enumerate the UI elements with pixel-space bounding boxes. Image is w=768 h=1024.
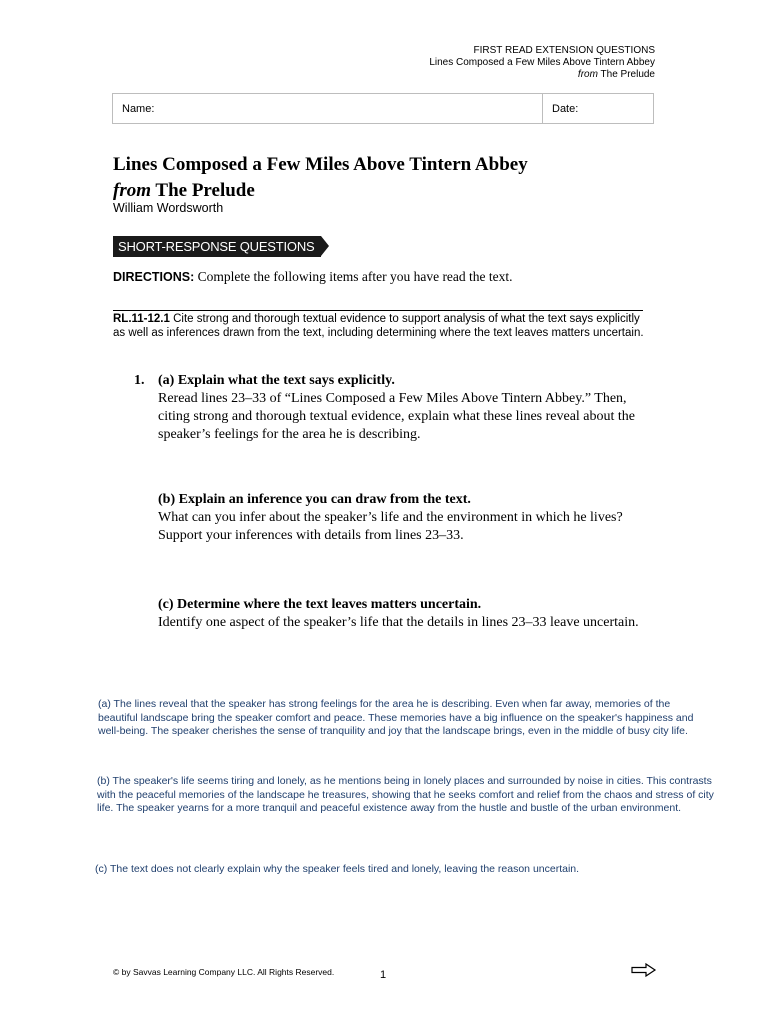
name-label: Name: xyxy=(122,102,155,115)
date-label: Date: xyxy=(552,102,579,115)
header-subtitle-italic: from xyxy=(577,69,598,80)
standard-code: RL.11-12.1 xyxy=(113,313,170,325)
name-field[interactable] xyxy=(113,94,543,123)
part-a-heading: (a) Explain what the text says explicitly. xyxy=(158,373,395,388)
arrow-right-icon[interactable] xyxy=(631,962,657,983)
answer-a[interactable]: (a) The lines reveal that the speaker has strong feelings for the area he is describing. Even when far away, memories of the beautiful landscape bring the speaker comfort and peace. These memories have a big influence on the speaker's happiness and well-being. The speaker cherishes the sense of tranquility and joy that the landscape brings, even in the middle of busy city life. xyxy=(98,698,694,737)
part-b-body: What can you infer about the speaker’s life and the environment in which he lives? Support your inferences with details from lines 23–33. xyxy=(158,510,623,543)
arrow-right-icon-svg xyxy=(631,962,657,978)
question-part-a xyxy=(158,372,658,444)
section-banner-label: SHORT-RESPONSE QUESTIONS xyxy=(113,236,321,257)
divider-rule xyxy=(113,310,643,311)
page-number: 1 xyxy=(380,969,387,981)
date-field[interactable] xyxy=(543,94,653,123)
answer-b[interactable]: (b) The speaker's life seems tiring and lonely, as he mentions being in lonely places and surrounded by noise in cities. This contrasts with the peaceful memories of the landscape he treasures, showing that he seeks comfort and relief from the chaos and stress of city life. The speaker yearns for a more tranquil and peaceful existence away from the hustle and bustle of the urban environment. xyxy=(97,775,714,814)
document-title xyxy=(113,152,528,204)
title-italic-from: from xyxy=(113,180,151,201)
part-a-body: Reread lines 23–33 of “Lines Composed a Few Miles Above Tintern Abbey.” Then, citing strong and thorough textual evidence, explain what these lines reveal about the speaker’s feelings for the area he is describing. xyxy=(158,391,636,442)
answer-c[interactable]: (c) The text does not clearly explain why the speaker feels tired and lonely, leaving the reason uncertain. xyxy=(95,863,580,875)
question-number: 1. xyxy=(134,373,145,388)
question-part-c xyxy=(158,596,658,632)
copyright-notice: © by Savvas Learning Company LLC. All Rights Reserved. xyxy=(113,967,335,977)
part-c-body: Identify one aspect of the speaker’s life that the details in lines 23–33 leave uncertain. xyxy=(158,615,639,630)
directions-text: Complete the following items after you have read the text. xyxy=(194,269,513,284)
title-prelude: The Prelude xyxy=(151,180,255,201)
directions-label: DIRECTIONS: xyxy=(113,270,195,284)
part-b-heading: (b) Explain an inference you can draw from the text. xyxy=(158,492,471,507)
title-line-1: Lines Composed a Few Miles Above Tintern Abbey xyxy=(113,154,528,175)
author-name: William Wordsworth xyxy=(113,201,224,215)
standard-description: Cite strong and thorough textual evidence to support analysis of what the text says explicitly as well as inferences drawn from the text, including determining where the text leaves matters uncertain. xyxy=(113,313,644,339)
header-section-label: FIRST READ EXTENSION QUESTIONS xyxy=(473,45,655,56)
standard-text xyxy=(113,313,648,340)
name-date-box xyxy=(112,93,654,124)
header-subtitle-rest: The Prelude xyxy=(597,69,655,80)
directions xyxy=(113,269,513,285)
header-subtitle xyxy=(429,69,655,81)
header-title: Lines Composed a Few Miles Above Tintern Abbey xyxy=(429,57,655,68)
question-part-b xyxy=(158,491,658,545)
page-header xyxy=(429,45,655,81)
part-c-heading: (c) Determine where the text leaves matters uncertain. xyxy=(158,597,482,612)
banner-arrow-icon xyxy=(321,236,329,256)
